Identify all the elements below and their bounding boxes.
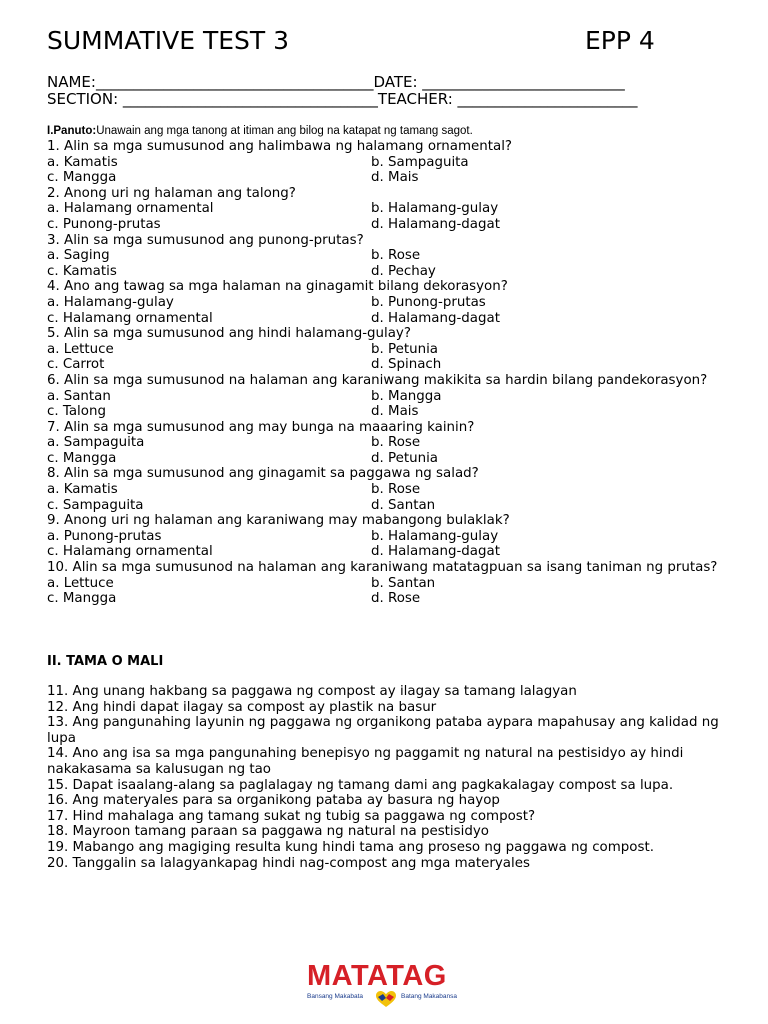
option-d: d. Mais: [371, 170, 419, 186]
option-a: a. Lettuce: [47, 341, 114, 357]
question-9: 9. Anong uri ng halaman ang karaniwang may mabangong bulaklak?: [47, 513, 510, 529]
question-10-options: [47, 576, 737, 607]
option-d: d. Halamang-dagat: [371, 310, 500, 326]
option-c: c. Talong: [47, 404, 106, 420]
question-9-options: [47, 529, 737, 560]
option-c: c. Mangga: [47, 170, 117, 186]
instructions-label: I.Panuto:: [47, 125, 97, 137]
logo-wordmark: MATATAG: [307, 960, 447, 992]
true-false-item-17: 17. Hind mahalaga ang tamang sukat ng tubig sa paggawa ng compost?: [47, 808, 536, 824]
option-b: b. Halamang-gulay: [371, 528, 499, 544]
true-false-section: [47, 684, 737, 871]
option-a: a. Santan: [47, 388, 111, 404]
question-3: 3. Alin sa mga sumusunod ang punong-prutas?: [47, 232, 364, 248]
option-a: a. Halamang-gulay: [47, 294, 174, 310]
option-c: c. Mangga: [47, 591, 117, 607]
question-4-options: [47, 295, 737, 326]
option-a: a. Saging: [47, 248, 110, 264]
option-c: c. Kamatis: [47, 263, 117, 279]
true-false-item-18: 18. Mayroon tamang paraan sa paggawa ng natural na pestisidyo: [47, 824, 489, 840]
true-false-item-16: 16. Ang materyales para sa organikong pataba ay basura ng hayop: [47, 793, 500, 809]
option-c: c. Punong-prutas: [47, 216, 161, 232]
section-two-title: II. TAMA O MALI: [47, 654, 164, 669]
subject-title: EPP 4: [585, 26, 655, 55]
title-row: [47, 26, 707, 58]
option-d: d. Rose: [371, 591, 421, 607]
true-false-item-12: 12. Ang hindi dapat ilagay sa compost ay plastik na basur: [47, 699, 437, 715]
option-d: d. Halamang-dagat: [371, 544, 500, 560]
question-6: 6. Alin sa mga sumusunod na halaman ang karaniwang makikita sa hardin bilang pandekorasyon?: [47, 372, 708, 388]
option-d: d. Pechay: [371, 263, 436, 279]
question-1-options: [47, 155, 737, 186]
option-d: d. Santan: [371, 497, 436, 513]
logo-tagline-left: Bansang Makabata: [307, 993, 364, 1000]
instructions-text: Unawain ang mga tanong at itiman ang bilog na katapat ng tamang sagot.: [96, 125, 473, 137]
option-b: b. Punong-prutas: [371, 294, 486, 310]
option-a: a. Kamatis: [47, 154, 118, 170]
option-a: a. Halamang ornamental: [47, 201, 214, 217]
option-a: a. Sampaguita: [47, 435, 145, 451]
true-false-item-20: 20. Tanggalin sa lalagyankapag hindi nag-compost ang mga materyales: [47, 855, 530, 871]
option-d: d. Petunia: [371, 450, 438, 466]
question-4: 4. Ano ang tawag sa mga halaman na ginagamit bilang dekorasyon?: [47, 279, 508, 295]
question-8-options: [47, 482, 737, 513]
question-5: 5. Alin sa mga sumusunod ang hindi halamang-gulay?: [47, 326, 411, 342]
question-10: 10. Alin sa mga sumusunod na halaman ang karaniwang matatagpuan sa isang taniman ng prutas?: [47, 560, 718, 576]
test-title: SUMMATIVE TEST 3: [47, 26, 290, 55]
option-c: c. Mangga: [47, 450, 117, 466]
true-false-item-15: 15. Dapat isaalang-alang sa paglalagay ng tamang dami ang pagkakalagay compost sa lupa.: [47, 777, 674, 793]
student-info: [47, 74, 737, 108]
instructions: [47, 125, 473, 137]
option-d: d. Spinach: [371, 357, 442, 373]
question-3-options: [47, 248, 737, 279]
option-c: c. Sampaguita: [47, 497, 144, 513]
section-teacher-line: SECTION: __________________________________TEACHER: ________________________: [47, 90, 638, 108]
option-d: d. Halamang-dagat: [371, 216, 500, 232]
heart-hands-icon: [375, 990, 397, 1008]
name-date-line: NAME:_____________________________________DATE: ___________________________: [47, 73, 625, 91]
matatag-logo: [305, 960, 465, 1010]
option-b: b. Sampaguita: [371, 154, 469, 170]
question-2: 2. Anong uri ng halaman ang talong?: [47, 185, 296, 201]
true-false-item-13: 13. Ang pangunahing layunin ng paggawa ng organikong pataba aypara mapahusay ang kalidad ng lupa: [47, 715, 719, 746]
option-a: a. Lettuce: [47, 575, 114, 591]
true-false-item-19: 19. Mabango ang magiging resulta kung hindi tama ang proseso ng paggawa ng compost.: [47, 839, 654, 855]
option-c: c. Carrot: [47, 357, 105, 373]
option-b: b. Rose: [371, 435, 421, 451]
question-2-options: [47, 201, 737, 232]
option-b: b. Santan: [371, 575, 436, 591]
option-d: d. Mais: [371, 404, 419, 420]
option-c: c. Halamang ornamental: [47, 310, 213, 326]
option-b: b. Petunia: [371, 341, 438, 357]
option-b: b. Halamang-gulay: [371, 201, 499, 217]
option-a: a. Punong-prutas: [47, 528, 162, 544]
logo-tagline-right: Batang Makabansa: [401, 993, 458, 1000]
multiple-choice-section: [47, 139, 737, 607]
question-7-options: [47, 435, 737, 466]
option-b: b. Rose: [371, 482, 421, 498]
option-a: a. Kamatis: [47, 482, 118, 498]
true-false-item-11: 11. Ang unang hakbang sa paggawa ng compost ay ilagay sa tamang lalagyan: [47, 684, 577, 699]
question-7: 7. Alin sa mga sumusunod ang may bunga na maaaring kainin?: [47, 419, 475, 435]
question-5-options: [47, 342, 737, 373]
option-c: c. Halamang ornamental: [47, 544, 213, 560]
question-6-options: [47, 389, 737, 420]
option-b: b. Mangga: [371, 388, 442, 404]
true-false-item-14: 14. Ano ang isa sa mga pangunahing benepisyo ng paggamit ng natural na pestisidyo ay hindi nakakasama sa kalusugan ng tao: [47, 746, 684, 777]
option-b: b. Rose: [371, 248, 421, 264]
question-1: 1. Alin sa mga sumusunod ang halimbawa ng halamang ornamental?: [47, 139, 513, 154]
question-8: 8. Alin sa mga sumusunod ang ginagamit sa paggawa ng salad?: [47, 466, 479, 482]
